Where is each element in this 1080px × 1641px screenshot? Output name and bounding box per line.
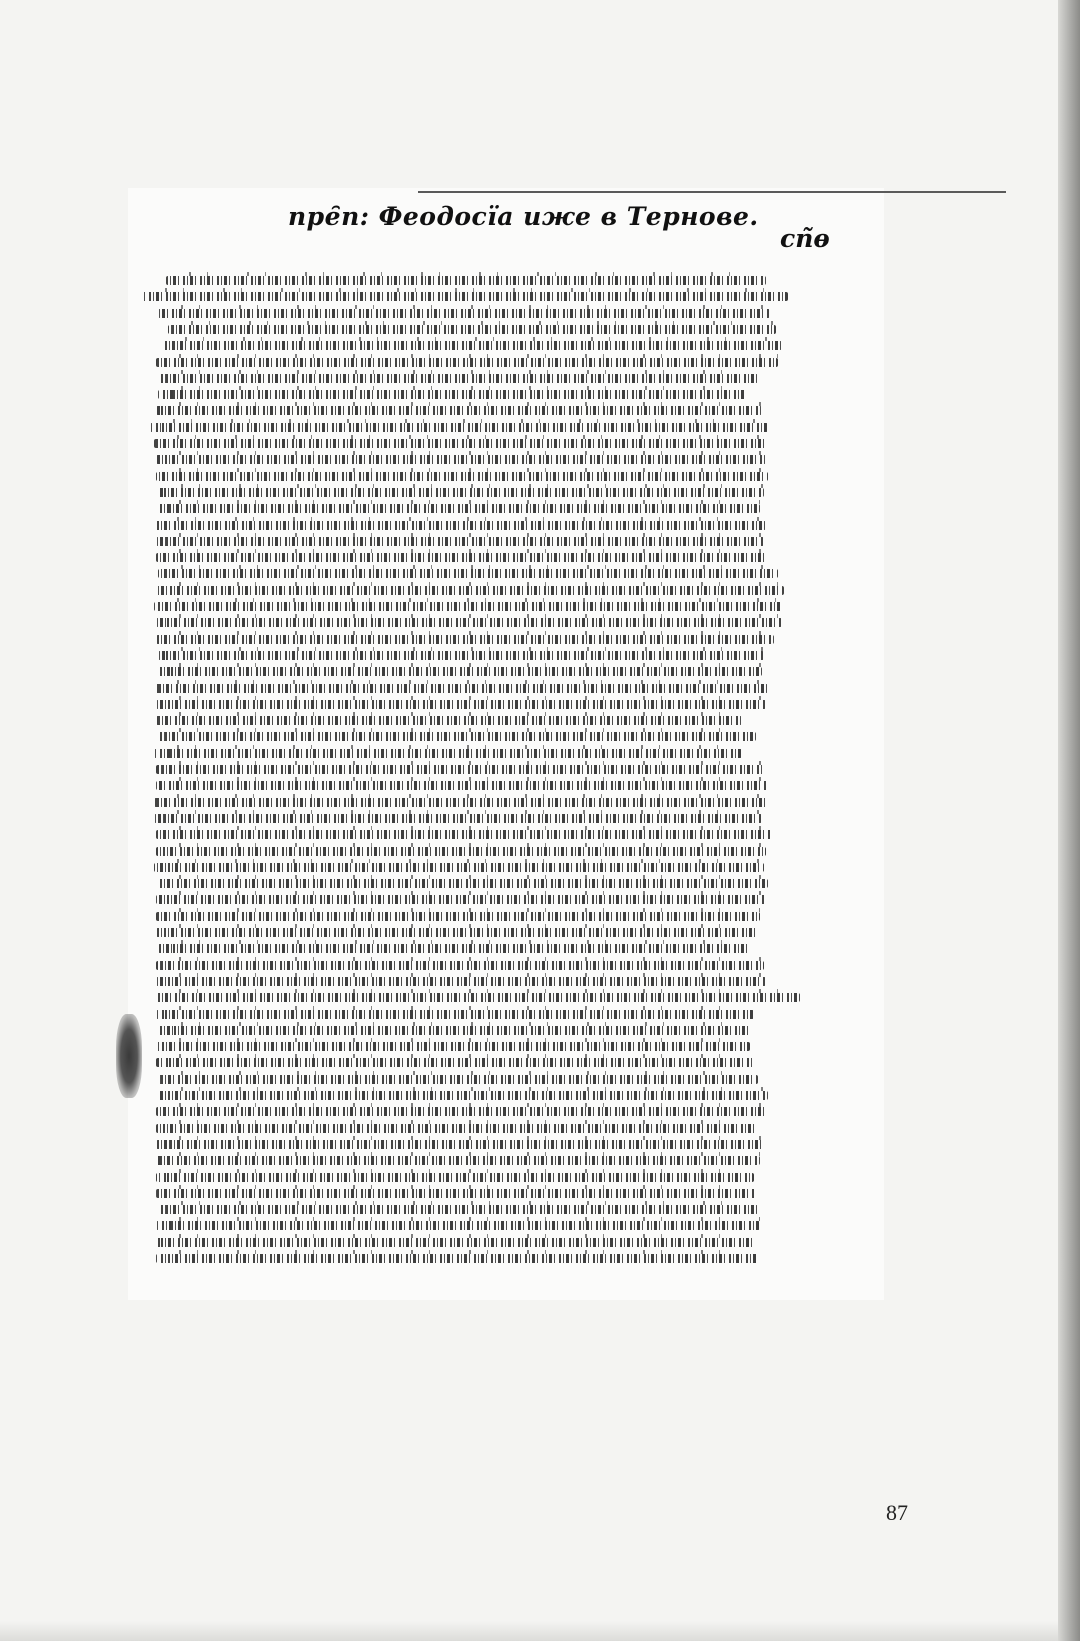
manuscript-line [156,1107,768,1116]
manuscript-line [156,618,782,627]
manuscript-line [162,341,782,350]
manuscript-line [156,1238,754,1247]
manuscript-line [156,993,800,1002]
manuscript-line [154,814,762,823]
manuscript-line [156,716,742,725]
manuscript-line [158,1091,768,1100]
manuscript-line [156,586,784,595]
manuscript-line [156,928,758,937]
manuscript-line [156,472,768,481]
manuscript-line [150,423,768,432]
page-number: 87 [886,1500,908,1525]
ink-stain [116,1014,142,1098]
manuscript-line [156,700,766,709]
manuscript-line [156,537,764,546]
manuscript-line [156,977,766,986]
manuscript-line [156,879,768,888]
manuscript-line [156,765,764,774]
manuscript-line [156,1058,754,1067]
manuscript-title: пре̑п: Феодосїа иже в Тернове. [288,202,759,231]
manuscript-line [156,1221,760,1230]
manuscript-line [156,1140,764,1149]
manuscript-facsimile [128,188,884,1300]
manuscript-line [158,1075,758,1084]
manuscript-line [156,1042,750,1051]
folio-number: сп̃ѳ [780,224,830,253]
manuscript-line [168,325,776,334]
manuscript-line [156,504,760,513]
manuscript-line [154,684,768,693]
manuscript-line [156,553,768,562]
manuscript-line [156,1189,756,1198]
manuscript-text-block [128,188,884,1300]
manuscript-line [158,390,746,399]
manuscript-line [154,863,764,872]
manuscript-line [158,309,770,318]
manuscript-line [156,732,756,741]
manuscript-line [156,455,766,464]
manuscript-line [158,1205,758,1214]
manuscript-line [156,1124,758,1133]
manuscript-line [158,1026,750,1035]
manuscript-line [156,667,762,676]
manuscript-line [156,406,762,415]
manuscript-line [156,847,766,856]
manuscript-line [156,1010,754,1019]
manuscript-line [158,651,764,660]
manuscript-line [158,488,764,497]
manuscript-line [156,961,764,970]
binding-shadow [1058,0,1080,1641]
manuscript-line [158,374,758,383]
manuscript-line [154,439,768,448]
manuscript-line [156,1156,760,1165]
manuscript-line [154,521,766,530]
manuscript-line [156,1254,758,1263]
manuscript-line [156,895,766,904]
page-bottom-shadow [0,1621,1062,1641]
manuscript-line [156,830,772,839]
manuscript-line [156,781,768,790]
manuscript-line [156,358,778,367]
manuscript-line [154,602,782,611]
manuscript-line [156,912,760,921]
manuscript-line [166,276,766,285]
manuscript-line [154,749,742,758]
manuscript-line [156,1173,754,1182]
manuscript-line [156,635,774,644]
manuscript-line [158,569,778,578]
manuscript-line [158,944,750,953]
manuscript-line [142,292,788,301]
manuscript-line [154,798,768,807]
